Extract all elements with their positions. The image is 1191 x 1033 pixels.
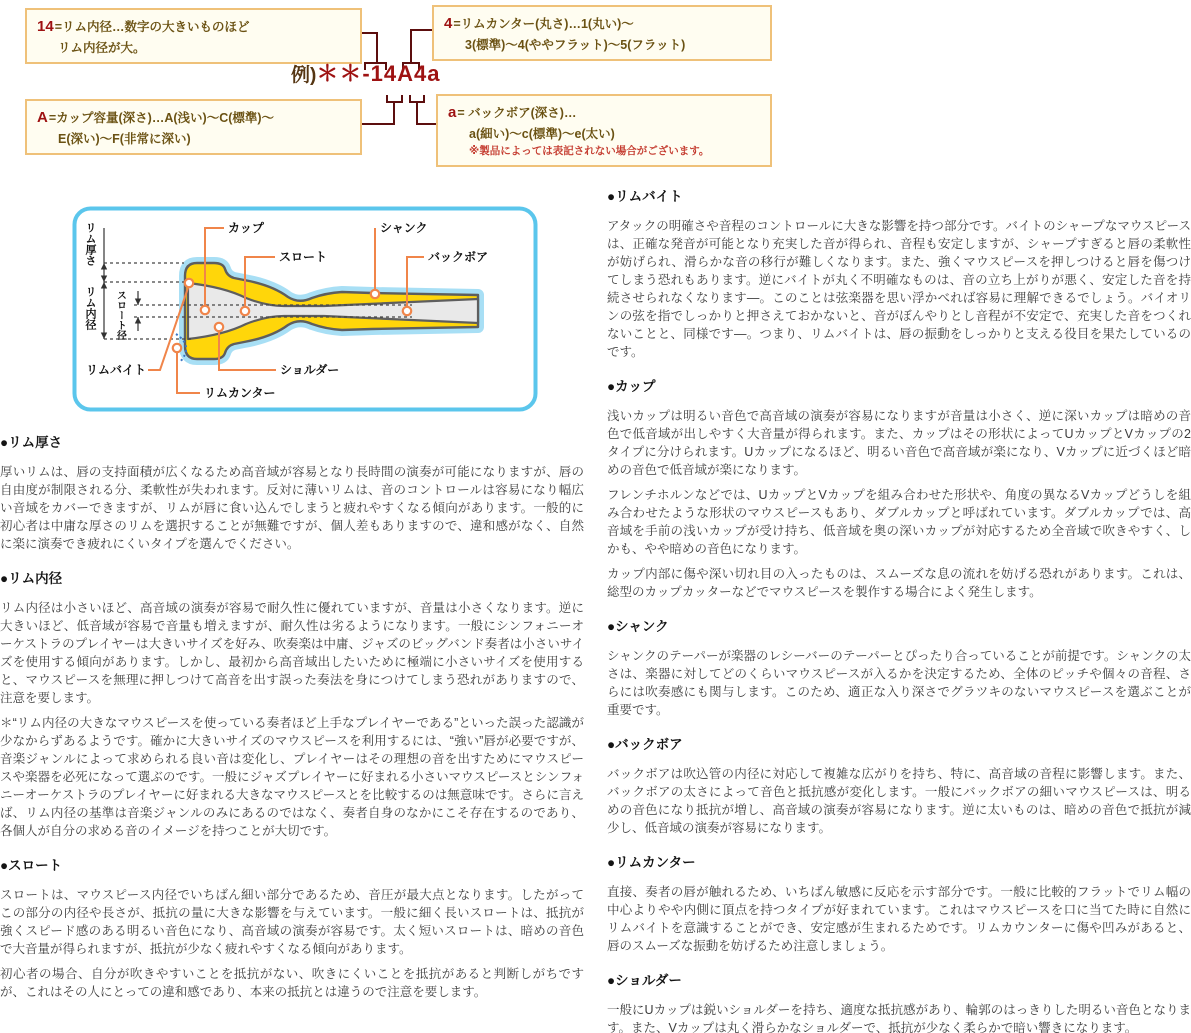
rim-diameter-line1 [37,16,350,39]
section-paragraph: スロートは、マウスピース内径でいちばん細い部分であるため、音圧が最大点となります。したがってこの部分の内径や長さが、抵抗の量に大きな影響を与えています。一般に細く長いスロートは、抵抗が強くスピード感のある明るい音色になり、高音域の演奏が容易です。太く短いスロートは、暗めの音色で大音量が得られますが、抵抗が少なく疲れやすくなる傾向があります。 [0,888,584,956]
throat-point [241,307,249,315]
rim-contour-line2: 3(標準)～4(ややフラット)～5(フラット) [465,37,686,52]
example-prefix: 例) [291,65,317,86]
section-paragraph: ＊“リム内径の大きなマウスピースを使っている奏者ほど上手なプレイヤーである”といった誤った認識が少なからずあるようです。確かに大きいサイズのマウスピースを利用するには、“強い”唇が必要ですが、音楽ジャンルによって求められる良い音は変化し、プレイヤーはその理想の音を出すためにマウスピースや楽器を必死になって選ぶのです。一般にジャズプレイヤーに好まれる小さいマウスピースとシンフォニーオーケストラのプレイヤーに好まれる大きなマウスピースとを比較するのは無意味です。さらに言えば、リム内径の基準は音楽ジャンルのみにあるのではなく、奏者自身のなかにこそ存在するのであり、各個人が自分の求める音のイメージを持つことが大切です。 [0,716,584,838]
rim-bite-point [185,279,193,287]
backbore-point [403,307,411,315]
section-heading: ●バックボア [607,737,683,752]
section-cup [607,375,1191,601]
backbore-note: ※製品によっては表記されない場合がございます。 [469,145,710,158]
rim-contour-text: =リムカンター(丸さ)…1(丸い)～ [453,17,634,31]
section-heading: ●ショルダー [607,973,682,988]
section-heading: ●シャンク [607,619,669,634]
cup-volume-line2: E(深い)～F(非常に深い) [58,131,191,146]
rim-diameter-line2: リム内径が大。 [58,40,146,55]
section-heading: ●カップ [607,379,656,394]
example-code-value: ＊＊-14A4a [316,61,441,86]
legend-box-rim-diameter [25,8,362,64]
section-rim-bite [607,185,1191,361]
connector-cup-volume [362,102,394,124]
bracket-under-A [387,95,402,102]
bracket-under-a [410,95,424,102]
section-paragraph: 浅いカップは明るい音色で高音域の演奏が容易になりますが音量は小さく、逆に深いカップは暗めの音色で低音域が出しやすく大音量が得られます。また、カップはその形状によってUカップとVカップの2タイプに分けられます。Uカップになるほど、明るい音色で高音域が楽になり、Vカップに近づくほど暗めの音色で低音域が楽になります。 [607,409,1191,477]
connector-rim-contour [411,30,432,63]
rim-contour-label: リムカンター [204,386,276,400]
throat-diameter-label: スロート径 [114,290,126,340]
cup-volume-line1 [37,107,350,130]
left-column [0,180,584,1033]
rim-diameter-text: =リム内径…数字の大きいものほど [54,20,250,34]
backbore-label: バックボア [428,250,489,264]
shoulder-label: ショルダー [280,363,340,377]
cup-label: カップ [228,221,264,235]
section-rim-thickness [0,431,584,553]
mouthpiece-diagram [72,206,584,417]
backbore-line2: a(細い)～c(標準)～e(太い) [469,126,615,141]
section-backbore [607,733,1191,837]
section-rim-contour [607,851,1191,955]
section-paragraph: フレンチホルンなどでは、UカップとVカップを組み合わせた形状や、角度の異なるVカップどうしを組み合わせたような形状のマウスピースもあり、ダブルカップと呼ばれています。ダブルカップでは、高音域を手前の浅いカップが受け持ち、低音域を奥の深いカップが対応するため全音域で吹きやすく、しかも、やや暗めの音色になります。 [607,488,1191,556]
rim-diameter-key: 14 [37,18,54,35]
section-paragraph: アタックの明確さや音程のコントロールに大きな影響を持つ部分です。バイトのシャープなマウスピースは、正確な発音が可能となり充実した音が得られ、音程も安定しますが、シャープすぎると唇の柔軟性が妨げられ、滑らかな音の移行が難しくなります。また、強くマウスピースを押しつけると唇を傷つけてしまう恐れもあります。逆にバイトが丸く不明確なものは、音の立ち上がりが悪く、安定した音を持続させられなくなります―。このことは弦楽器を思い浮かべれば容易に理解できるでしょう。バイオリンの弦を指でしっかりと押さえておかないと、音がぼんやりとし音程が不安定で、充実した音をつくれないことと、同様です―。つまり、リムバイトは、唇の振動をしっかりと支える役目を果たしているのです。 [607,219,1191,359]
rim-contour-key: 4 [444,15,453,32]
shank-point [371,290,379,298]
content-columns [0,180,1191,1033]
section-paragraph: 厚いリムは、唇の支持面積が広くなるため高音域が容易となり長時間の演奏が可能になりますが、唇の自由度が制限される分、柔軟性が失われます。反対に薄いリムは、音のコントロールは容易になり幅広い音域をカバーできますが、リムが唇に食い込んでしまうと疲れやすくなる傾向があります。一般的に初心者は中庸な厚さのリムを選択することが無難ですが、個人差もありますので、違和感がなく、自然に楽に演奏でき疲れにくいタイプを選んでください。 [0,465,584,551]
section-heading: ●リム厚さ [0,435,63,450]
cup-volume-text: =カップ容量(深さ)…A(浅い)～C(標準)～ [48,111,275,125]
section-paragraph: シャンクのテーパーが楽器のレシーバーのテーパーとぴったり合っていることが前提です。シャンクの太さは、楽器に対してどのくらいマウスピースが入るかを決定するため、全体のピッチや個々の音程、さらには吹奏感にも関与します。このため、適正な入り深さでグラツキのないマウスピースを選ぶことが重要です。 [607,649,1191,717]
shank-label: シャンク [380,221,428,235]
section-paragraph: 初心者の場合、自分が吹きやすいことを抵抗がない、吹きにくいことを抵抗があると判断しがちですが、これはその人にとっての違和感であり、本来の抵抗とは違うので注意を要します。 [0,967,584,999]
throat-label: スロート [279,250,328,264]
rim-contour-line1 [444,13,760,36]
right-column [607,180,1191,1033]
legend-box-rim-contour [432,5,772,61]
section-heading: ●リム内径 [0,571,63,586]
cup-point [201,306,209,314]
backbore-key: a [448,104,457,121]
rim-thickness-label: リム厚さ [84,222,96,266]
shoulder-point [215,323,223,331]
section-paragraph: リム内径は小さいほど、高音域の演奏が容易で耐久性に優れていますが、音量は小さくなります。逆に大きいほど、低音域が容易で音量も増えますが、耐久性は劣るようになります。一般にシンフォニーオーケストラのプレイヤーは大きいサイズを好み、吹奏楽は中庸、ジャズのビッグバンド奏者は小さいサイズを使用する傾向があります。しかし、最初から高音域出したいために極端に小さいサイズを使用すると、マウスピースを無理に押しつけて高音を出す誤った奏法を身につけてしまう恐れがありますので、注意を要します。 [0,601,584,705]
backbore-text: = バックボア(深さ)… [457,106,577,120]
backbore-line1 [448,102,760,125]
rim-bite-label: リムバイト [86,363,147,377]
connector-rim-diameter [362,33,377,63]
legend-box-cup-volume [25,99,362,155]
section-paragraph: 一般にUカップは鋭いショルダーを持ち、適度な抵抗感があり、輪郭のはっきりした明るい音色となります。また、Vカップは丸く滑らかなショルダーで、抵抗が少なく柔らかで暗い響きになります。 [607,1003,1191,1033]
section-heading: ●リムカンター [607,855,696,870]
section-heading: ●リムバイト [607,189,683,204]
cup-volume-key: A [37,109,48,126]
section-shank [607,615,1191,719]
connector-backbore [417,102,436,124]
legend-box-backbore [436,94,772,167]
rim-inner-diameter-label: リム内径 [84,286,96,330]
example-code [291,61,440,90]
rim-contour-point [173,344,181,352]
model-code-legend [0,0,1191,180]
section-shoulder [607,969,1191,1033]
section-paragraph: 直接、奏者の唇が触れるため、いちばん敏感に反応を示す部分です。一般に比較的フラットでリム幅の中心よりやや内側に頂点を持つタイプが好まれています。これはマウスピースを口に当てた時に自然にリムバイトを意識することができ、安定感が生まれるためです。リムカウンターに傷や凹みがあると、唇のスムーズな振動を妨げるため注意しましょう。 [607,885,1191,953]
section-paragraph: バックボアは吹込管の内径に対応して複雑な広がりを持ち、特に、高音域の音程に影響します。また、バックボアの太さによって音色と抵抗感が変化します。一般にバックボアの細いマウスピースは、明るめの音色になり抵抗が増し、高音域の演奏が容易になります。逆に太いものは、暗めの音色で抵抗が減少し、低音域の演奏が容易になります。 [607,767,1191,835]
section-heading: ●スロート [0,858,63,873]
section-rim-inner-diameter [0,567,584,840]
section-throat [0,854,584,1001]
section-paragraph: カップ内部に傷や深い切れ目の入ったものは、スムーズな息の流れを妨げる恐れがあります。これは、総型のカップカッターなどでマウスピースを製作する場合によく発生します。 [607,567,1191,599]
